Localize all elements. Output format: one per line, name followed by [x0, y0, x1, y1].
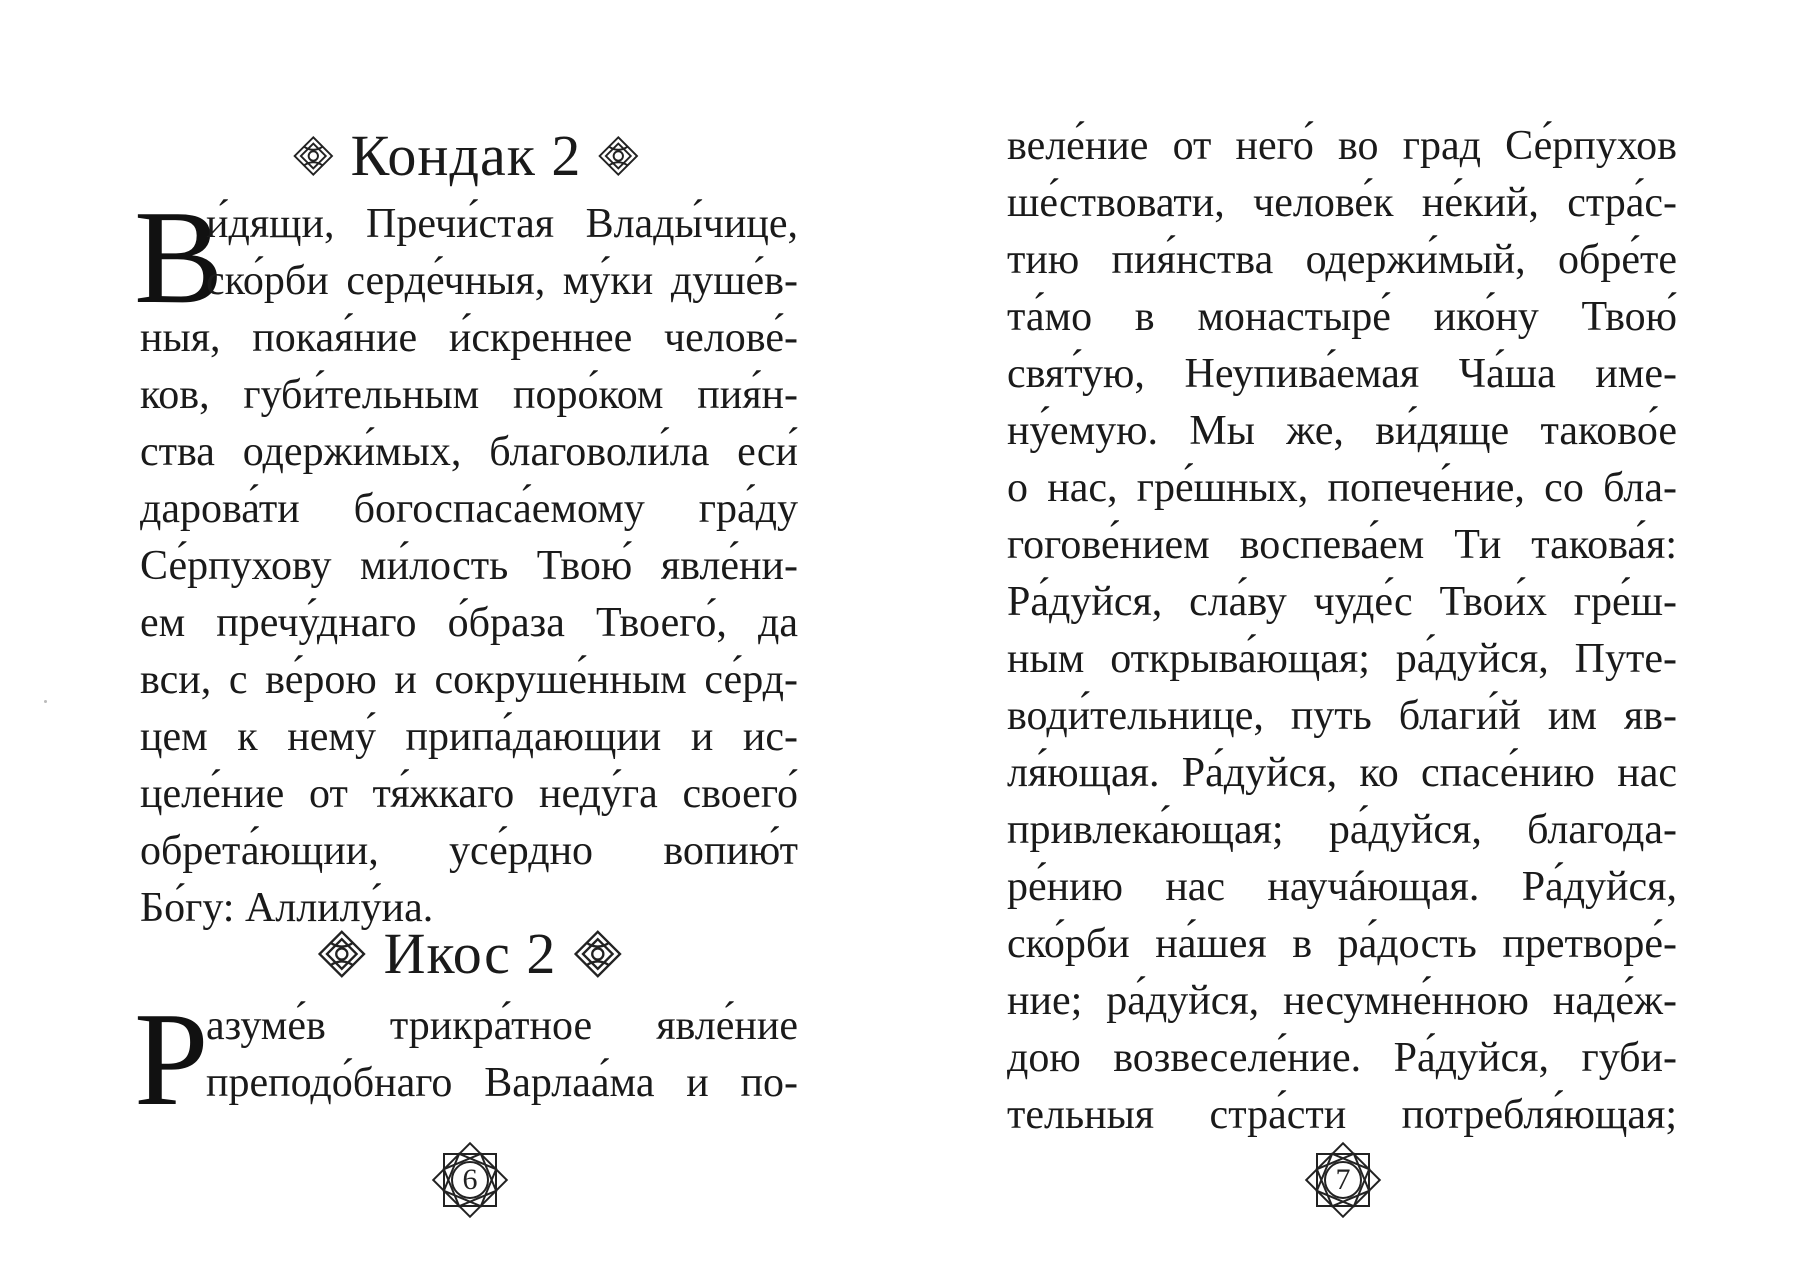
text-line: свят́ую, Неупива́емая Ча́ша име- — [1007, 351, 1677, 397]
text-line: обрета́ющии, усе́рдно вопию́т — [140, 828, 798, 874]
page-number-left — [422, 1132, 518, 1228]
paper-speck — [44, 700, 47, 703]
text-line: ско́рби на́шея в ра́дость претворе́- — [1007, 921, 1677, 967]
page-number-text: 6 — [462, 1163, 478, 1196]
text-line: ре́нию нас научáющая. Ра́дуйся, — [1007, 864, 1677, 910]
ikos-continuation-text — [1007, 118, 1677, 1144]
dropcap-v: В — [134, 183, 224, 331]
ikos-text — [140, 998, 798, 1112]
page-number-text: 7 — [1335, 1163, 1351, 1196]
page-number-right — [1295, 1132, 1391, 1228]
text-line: ско́рби серде́чныя, му́ки душе́в- — [206, 258, 798, 304]
text-line: ства одержи́мых, благоволи́ла еси́ — [140, 429, 798, 475]
knot-ornament-icon — [290, 128, 337, 184]
ikos-title: Икос 2 — [383, 921, 557, 986]
kontakion-title: Кондак 2 — [350, 123, 582, 188]
text-line: ков, губи́тельным поро́ком пия́н- — [140, 372, 798, 418]
right-page — [897, 0, 1795, 1288]
text-line: води́тельнице, путь благи́й им яв- — [1007, 693, 1677, 739]
text-line: та́мо в монастыре́ ико́ну Твою́ — [1007, 294, 1677, 340]
knot-ornament-icon — [314, 926, 370, 982]
text-line: ем пречу́днаго о́браза Твоего́, да — [140, 600, 798, 646]
text-line: тию пия́нства одержи́мый, обре́те — [1007, 237, 1677, 283]
text-line: Се́рпухову ми́лость Твою́ явле́ни- — [140, 543, 798, 589]
text-line: вси, с ве́рою и сокруше́нным се́рд- — [140, 657, 798, 703]
text-line: ну́емую. Мы же, ви́дяще таково́е — [1007, 408, 1677, 454]
text-line: и́дящи, Пречи́стая Влады́чице, — [206, 201, 798, 247]
text-line: ным открыва́ющая; ра́дуйся, Путе- — [1007, 636, 1677, 682]
text-line: привлека́ющая; ра́дуйся, благода- — [1007, 807, 1677, 853]
text-line: Ра́дуйся, сла́ву чуде́с Твои́х гре́ш- — [1007, 579, 1677, 625]
kontakion-heading — [276, 120, 656, 192]
dropcap-r: Р — [134, 985, 209, 1133]
text-line: ныя, покая́ние и́скреннее челове́- — [140, 315, 798, 361]
knot-ornament-icon — [595, 128, 642, 184]
text-line: цем к нему́ припа́дающии и ис- — [140, 714, 798, 760]
text-line: азуме́в трикра́тное явле́ние — [206, 1003, 798, 1049]
text-line: тельныя стра́сти потребля́ющая; — [1007, 1092, 1677, 1138]
text-line: гогове́нием воспева́ем Ти такова́я: — [1007, 522, 1677, 568]
text-line: Бо́гу: Аллилу́иа. — [140, 885, 434, 931]
ikos-heading — [300, 918, 640, 990]
kontakion-text — [140, 196, 798, 937]
text-line: преподо́бнаго Варлаа́ма и по- — [206, 1060, 798, 1106]
text-line: ше́ствовати, челове́к не́кий, стра́с- — [1007, 180, 1677, 226]
text-line: ля́ющая. Ра́дуйся, ко спасе́нию нас — [1007, 750, 1677, 796]
text-line: дарова́ти богоспаса́емому гра́ду — [140, 486, 798, 532]
text-line: веле́ние от него́ во град Се́рпухов — [1007, 123, 1677, 169]
text-line: ние; ра́дуйся, несумне́нною наде́ж- — [1007, 978, 1677, 1024]
text-line: целе́ние от тя́жкаго неду́га своего́ — [140, 771, 798, 817]
knot-ornament-icon — [570, 926, 626, 982]
text-line: о нас, гре́шных, попече́ние, со бла- — [1007, 465, 1677, 511]
text-line: дою возвеселе́ние. Ра́дуйся, губи- — [1007, 1035, 1677, 1081]
left-page — [0, 0, 897, 1288]
